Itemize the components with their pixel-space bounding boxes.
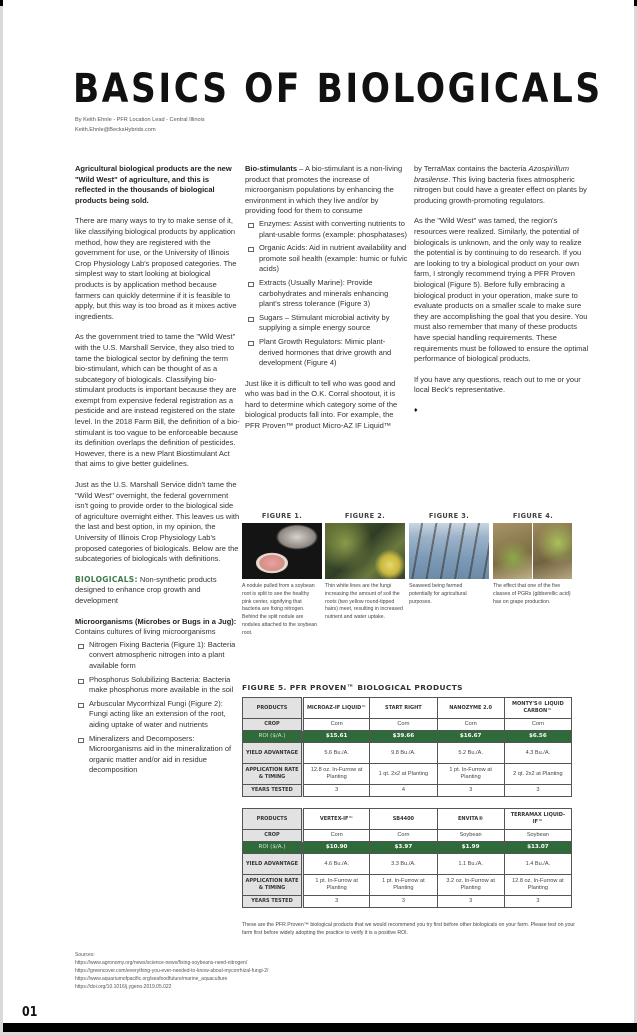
- table-row-application: [243, 875, 572, 896]
- paragraph: As the "Wild West" was tamed, the region's resources were realized. Similarly, the potential of biologicals is unknown, and the only way to realize the potential is by continuing to do research. If you are looking to try a biological product on your own farm, I strongly recommend trying a PFR Proven biological (Figure 5). Before fully embracing a biological product in your operation, make sure to evaluate products on a smaller scale to make sure they are accomplishing the goal that you desire. You must also remember that many of these products have special handling requirements. These requirements must be followed to ensure the optimal performance of biological products.: [414, 216, 589, 364]
- figure-2-label: FIGURE 2.: [344, 512, 386, 520]
- species-name: Azospirillum brasilense: [414, 164, 569, 184]
- paragraph: As the government tried to tame the "Wild West" with the U.S. Marshall Service, they also tried to tame the biological sector by defining the term bio-stimulant, which can be thought of as a subcategory of biologicals. Classifying bio-stimulant products is important because they are exempt from expensive federal registration as a pesticide and are instead registered on the state level. In the 2018 Farm Bill, the definition of a bio-stimulant is too vague to be enforceable because its definition overlaps the definition of pesticides. However, there is a new Plant Biostimulant Act that aims to give better guidelines.: [75, 332, 240, 469]
- table-cell-yield: 1.4 Bu./A.: [504, 854, 571, 875]
- figure-5-title: FIGURE 5. PFR PROVEN™ BIOLOGICAL PRODUCTS: [242, 683, 463, 692]
- paragraph: Just as the U.S. Marshall Service didn't tame the "Wild West" overnight, the federal government isn't going to provide order to the biological side of agriculture overnight either. This leaves us with the last and best option, in my opinion, the University of Illinois Crop Physiology Lab's proposed categories of biologicals. Below are the subcategories of biologicals with definitions.: [75, 480, 240, 564]
- table-row-years: [243, 785, 572, 797]
- paragraph: If you have any questions, reach out to me or your local Beck's representative.: [414, 374, 581, 395]
- table-cell-years: 3: [303, 785, 370, 797]
- column-2: [245, 164, 409, 442]
- row-header: CROP: [243, 719, 303, 731]
- table-cell-years: 4: [370, 785, 437, 797]
- table-cell-application: 2 qt. 2x2 at Planting: [504, 764, 571, 785]
- figure-2-caption: Thin white lines are the fungi increasing the amount of soil the roots (two yellow round-tipped hairs) meet, resulting in increased nutrient and water uptake.: [325, 583, 403, 621]
- figure-4-caption: The effect that one of the five classes of PGRs (gibberellic acid) has on grape production.: [493, 583, 571, 605]
- table-row-yield: [243, 743, 572, 764]
- table-cell-years: 3: [370, 896, 437, 908]
- figure-1-caption: A nodule pulled from a soybean root is split to see the healthy pink center, signifying that bacteria are fixing nitrogen. Behind the split nodule are nodules attached to the soybean root.: [242, 583, 317, 636]
- paragraph: Just like it is difficult to tell who was good and who was bad in the O.K. Corral shootout, it is hard to determine which category some of the biological products fall into. For example, the PFR Proven™ product Micro-AZ IF Liquid™: [245, 378, 398, 431]
- paragraph: There are many ways to try to make sense of it, like classifying biological products by application method, how they are registered with the government for use, or the University of Illinois Crop Physiology Lab's proposed categories. The simplest way to start looking at biological products is by application method because farmers can quickly determine if it is feasible to apply, but this way is too broad as it mixes active ingredients.: [75, 216, 237, 321]
- source-link[interactable]: https://doi.org/10.1016/j.ygeno.2019.05.022: [75, 984, 172, 990]
- byline: [75, 115, 205, 135]
- table-cell-application: 1 pt. In-Furrow at Planting: [303, 875, 370, 896]
- definition-text: Non-synthetic products designed to enhance crop growth and development: [75, 574, 217, 605]
- author-email[interactable]: Keith.Ehnle@BecksHybrids.com: [75, 127, 156, 133]
- table-cell-roi: $16.67: [437, 731, 504, 743]
- list-item: Enzymes: Assist with converting nutrients to plant-usable forms (example: phosphatases): [245, 219, 409, 240]
- table-cell-roi: $39.66: [370, 731, 437, 743]
- microorganisms-list: [75, 640, 241, 776]
- table-cell-years: 3: [437, 785, 504, 797]
- text: by TerraMax contains the bacteria: [414, 164, 529, 173]
- table-cell-crop: Corn: [303, 719, 370, 731]
- table-cell-products: VERTEX-IF™: [303, 809, 370, 830]
- table-cell-roi: $15.61: [303, 731, 370, 743]
- list-item: Sugars – Stimulant microbial activity by supplying a simple energy source: [245, 313, 409, 334]
- microorganisms-heading: Microorganisms (Microbes or Bugs in a Jug):: [75, 616, 237, 626]
- biologicals-definition: [75, 575, 241, 607]
- table-cell-yield: 3.3 Bu./A.: [370, 854, 437, 875]
- table-cell-years: 3: [303, 896, 370, 908]
- table-cell-crop: Soybean: [437, 830, 504, 842]
- row-header: YEARS TESTED: [243, 785, 303, 797]
- list-item: Extracts (Usually Marine): Provide carbohydrates and minerals enhancing plant's stress tolerance (Figure 3): [245, 278, 409, 310]
- figure-1-label: FIGURE 1.: [261, 512, 303, 520]
- list-item: Mineralizers and Decomposers: Microorganisms aid in the mineralization of organic matter and/or aid in residue decomposition: [75, 734, 241, 776]
- list-item: Plant Growth Regulators: Mimic plant-derived hormones that drive growth and development (Figure 4): [245, 337, 409, 369]
- row-header: YIELD ADVANTAGE: [243, 854, 303, 875]
- figure-5-note: These are the PFR Proven™ biological products that we would recommend you try first before other biologicals on your farm. Please test on your farm first before widely adopting the practice to verify it is a positive ROI.: [242, 922, 576, 937]
- biostimulants-heading: Bio-stimulants: [245, 164, 298, 173]
- row-header: ROI ($/A.): [243, 842, 303, 854]
- sources-label: Sources:: [75, 952, 95, 958]
- table-cell-products: TERRAMAX LIQUID-IF™: [504, 809, 571, 830]
- list-item: Nitrogen Fixing Bacteria (Figure 1): Bacteria convert atmospheric nitrogen into a plant available form: [75, 640, 241, 672]
- row-header: CROP: [243, 830, 303, 842]
- table-cell-yield: 1.1 Bu./A.: [437, 854, 504, 875]
- source-link[interactable]: https://www.agronomy.org/news/science-news/fixing-soybeans-need-nitrogen/: [75, 960, 248, 966]
- figure-4-grape-image-left: [493, 523, 532, 579]
- table-cell-application: 12.8 oz. In-Furrow at Planting: [303, 764, 370, 785]
- page-title: BASICS OF BIOLOGICALS: [73, 66, 603, 112]
- table-cell-yield: 9.8 Bu./A.: [370, 743, 437, 764]
- microorganisms-definition: [75, 617, 241, 638]
- table-cell-application: 12.8 oz. In-Furrow at Planting: [504, 875, 571, 896]
- definition-text: Contains cultures of living microorganisms: [75, 627, 216, 637]
- table-cell-roi: $6.56: [504, 731, 571, 743]
- row-header: PRODUCTS: [243, 698, 303, 719]
- author-line: By Keith Ehnle - PFR Location Lead - Central Illinois: [75, 117, 205, 123]
- products-table-1: [242, 697, 572, 797]
- table-cell-years: 3: [504, 896, 571, 908]
- table-cell-application: 1 pt. In-Furrow at Planting: [437, 764, 504, 785]
- row-header: PRODUCTS: [243, 809, 303, 830]
- figure-3-seaweed-image: [409, 523, 489, 579]
- list-item: Arbuscular Mycorrhizal Fungi (Figure 2): Fungi acting like an extension of the root, aiding uptake of water and nutrients: [75, 699, 241, 731]
- table-cell-yield: 4.3 Bu./A.: [504, 743, 571, 764]
- figure-3-caption: Seaweed being farmed potentially for agricultural purposes.: [409, 583, 467, 605]
- table-cell-products: ENVITA®: [437, 809, 504, 830]
- table-cell-crop: Soybean: [504, 830, 571, 842]
- source-link[interactable]: https://greencover.com/everything-you-ever-needed-to-know-about-mycorrhizal-fungi-2/: [75, 968, 269, 974]
- table-row-roi: [243, 731, 572, 743]
- table-cell-yield: 4.6 Bu./A.: [303, 854, 370, 875]
- paragraph: [414, 164, 592, 206]
- table-cell-application: 1 pt. In-Furrow at Planting: [370, 875, 437, 896]
- list-item: Organic Acids: Aid in nutrient availability and promote soil health (example: humic or fulvic acids): [245, 243, 409, 275]
- table-cell-yield: 5.6 Bu./A.: [303, 743, 370, 764]
- table-cell-roi: $3.97: [370, 842, 437, 854]
- figure-4-label: FIGURE 4.: [512, 512, 554, 520]
- table-row-yield: [243, 854, 572, 875]
- list-item: Phosphorus Solubilizing Bacteria: Bacteria make phosphorus more available in the soil: [75, 675, 241, 696]
- table-row-crop: [243, 830, 572, 842]
- table-cell-crop: Corn: [370, 830, 437, 842]
- lead-paragraph: Agricultural biological products are the new "Wild West" of agriculture, and this is reflected in the thousands of biological products being sold.: [75, 164, 232, 205]
- figure-3-label: FIGURE 3.: [428, 512, 470, 520]
- biostimulants-list: [245, 219, 409, 369]
- page-number: 01: [22, 1005, 38, 1020]
- table-cell-yield: 5.2 Bu./A.: [437, 743, 504, 764]
- table-cell-crop: Corn: [303, 830, 370, 842]
- row-header: YIELD ADVANTAGE: [243, 743, 303, 764]
- column-3: [414, 164, 592, 416]
- definition-text: – A bio-stimulant is a non-living product that promotes the increase of microorganism populations by enhancing the environment in which they live and/or by providing food for them to consume: [245, 164, 403, 216]
- source-link[interactable]: https://www.aquariumofpacific.org/seafoodfuture/marine_aquaculture: [75, 976, 228, 982]
- row-header: APPLICATION RATE & TIMING: [243, 875, 303, 896]
- end-mark-icon: ♦: [414, 406, 418, 414]
- row-header: YEARS TESTED: [243, 896, 303, 908]
- figure-4-grape-image-right: [533, 523, 572, 579]
- table-cell-products: START RIGHT: [370, 698, 437, 719]
- bottom-bar: [3, 1023, 637, 1032]
- table-cell-crop: Corn: [504, 719, 571, 731]
- table-cell-crop: Corn: [437, 719, 504, 731]
- biostimulants-definition: [245, 164, 409, 217]
- table-cell-application: 3.2 oz. In-Furrow at Planting: [437, 875, 504, 896]
- table-cell-products: NANOZYME 2.0: [437, 698, 504, 719]
- figure-2-fungi-image: [325, 523, 405, 579]
- sources: [75, 951, 268, 991]
- table-cell-application: 1 qt. 2x2 at Planting: [370, 764, 437, 785]
- row-header: APPLICATION RATE & TIMING: [243, 764, 303, 785]
- table-cell-products: SB4400: [370, 809, 437, 830]
- table-cell-years: 3: [437, 896, 504, 908]
- table-row-products: [243, 698, 572, 719]
- table-row-products: [243, 809, 572, 830]
- table-row-crop: [243, 719, 572, 731]
- table-cell-years: 3: [504, 785, 571, 797]
- table-row-application: [243, 764, 572, 785]
- column-1: [75, 164, 241, 786]
- table-cell-roi: $1.99: [437, 842, 504, 854]
- table-cell-roi: $13.07: [504, 842, 571, 854]
- table-row-roi: [243, 842, 572, 854]
- text: . This living bacteria fixes atmospheric nitrogen but could have a greater effect on plants by producing growth-promoting regulators.: [414, 174, 587, 205]
- figure-1-nodule-image: [242, 523, 322, 579]
- biologicals-heading: BIOLOGICALS:: [75, 574, 138, 584]
- row-header: ROI ($/A.): [243, 731, 303, 743]
- table-cell-products: MICROAZ-IF LIQUID™: [303, 698, 370, 719]
- products-table-2: [242, 808, 572, 908]
- table-row-years: [243, 896, 572, 908]
- table-cell-products: MONTY'S® LIQUID CARBON™: [504, 698, 571, 719]
- table-cell-roi: $10.90: [303, 842, 370, 854]
- table-cell-crop: Corn: [370, 719, 437, 731]
